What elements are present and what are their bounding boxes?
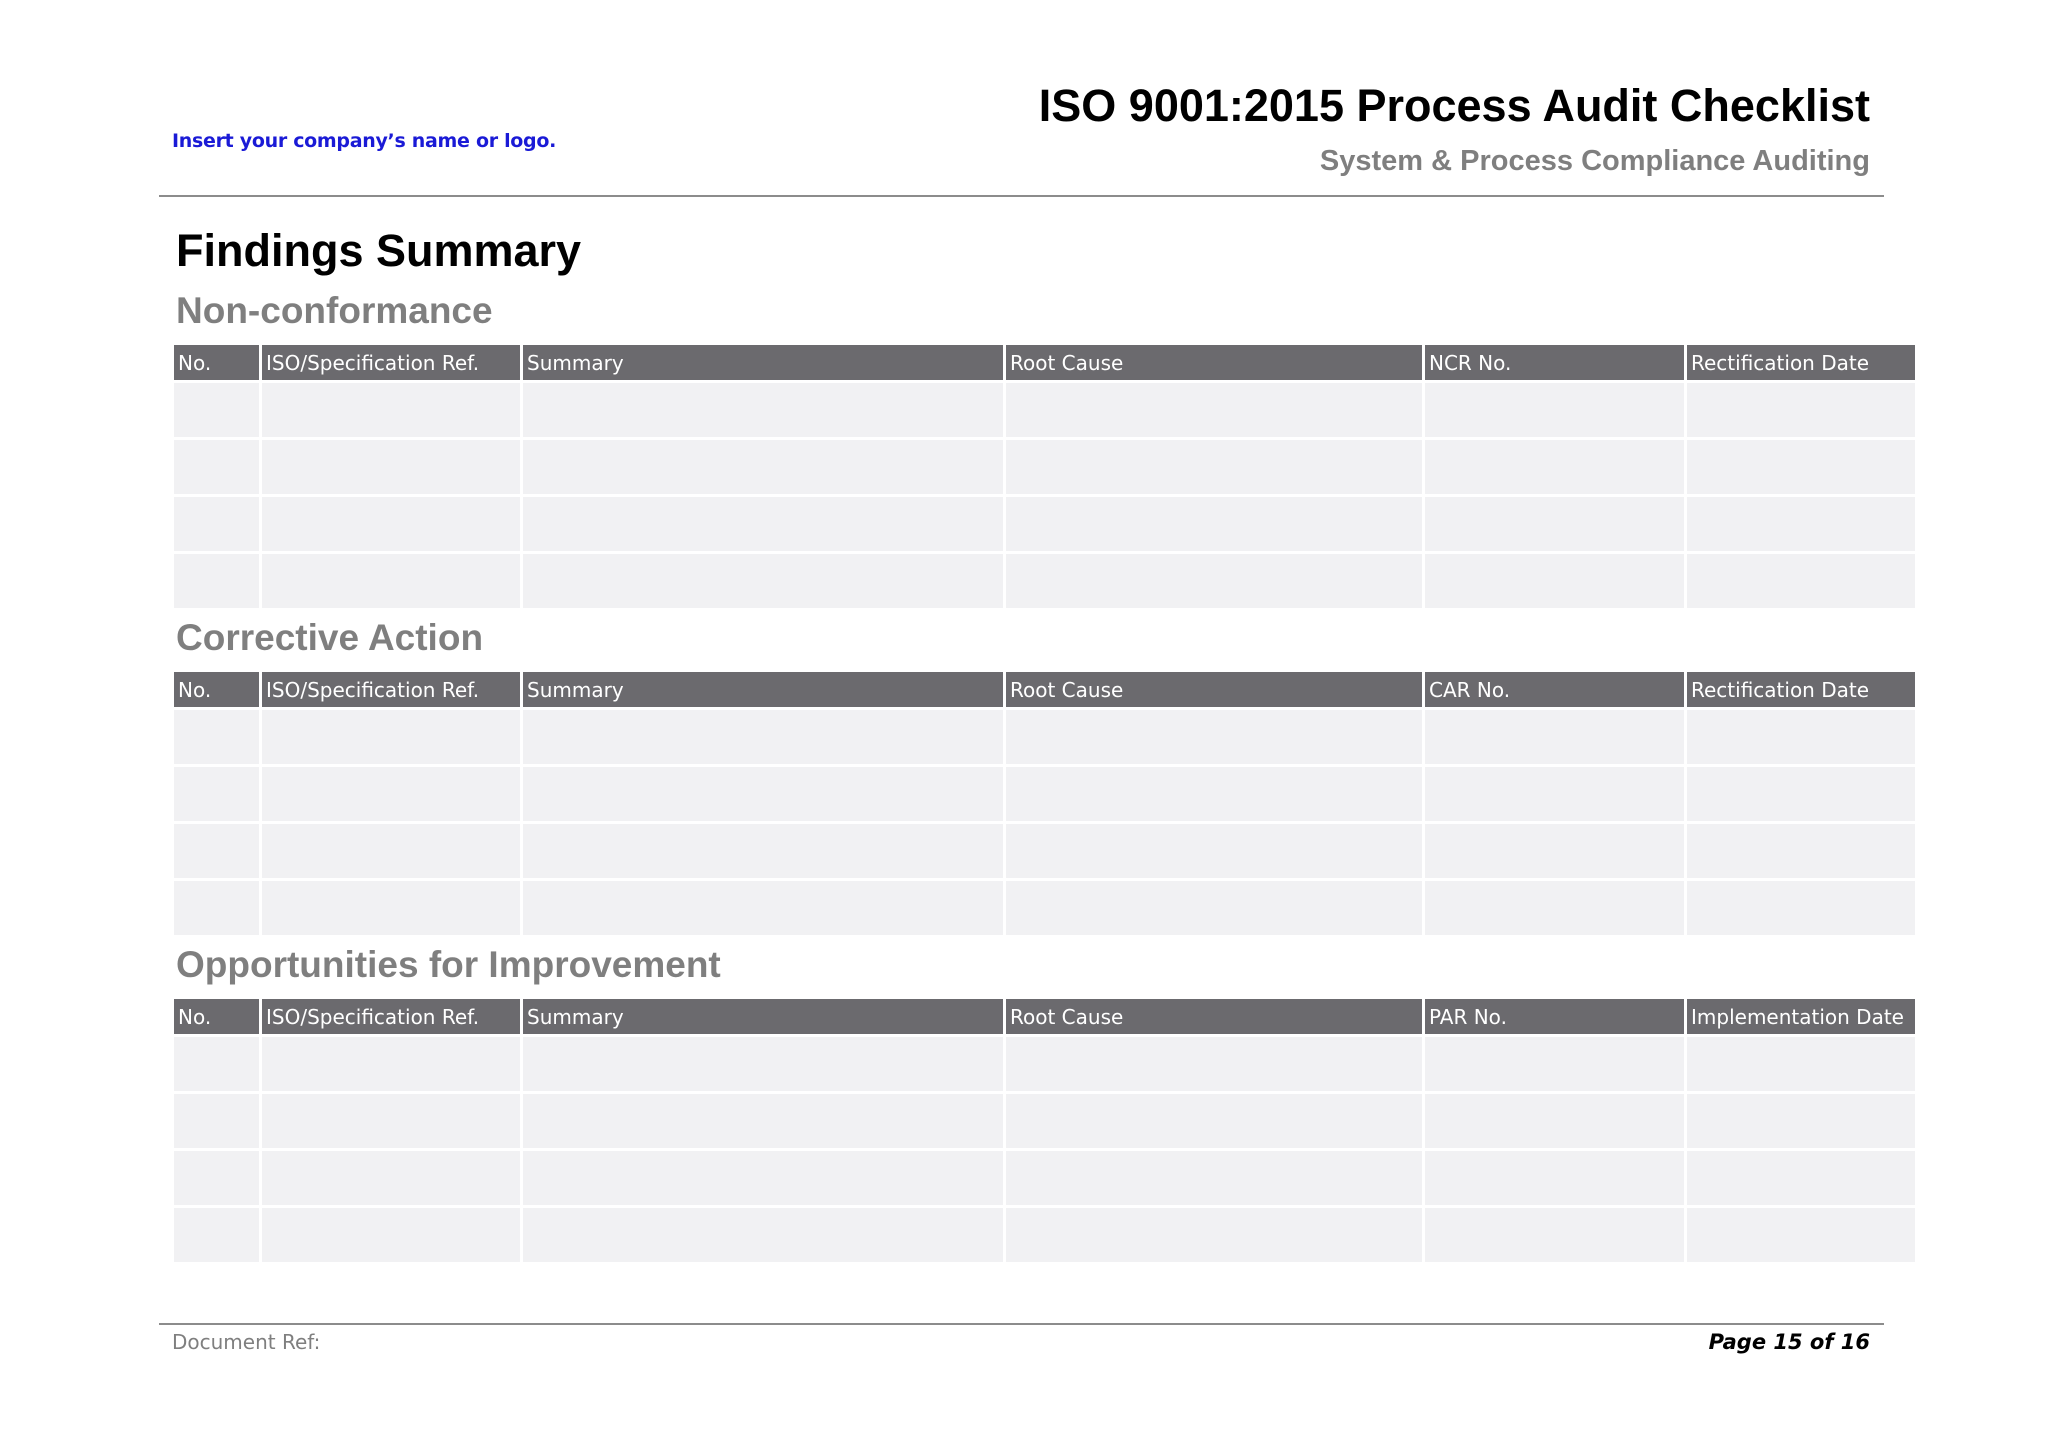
table-cell[interactable]: [1006, 497, 1422, 554]
table-cell[interactable]: [1425, 767, 1684, 824]
table-cell[interactable]: [523, 497, 1003, 554]
table-cell[interactable]: [1006, 1094, 1422, 1151]
corrective-action-table: [171, 672, 1918, 935]
column-header-implementation-date: Implementation Date: [1687, 999, 1915, 1037]
table-header-row: [174, 345, 1915, 383]
section-title-corrective-action: Corrective Action: [176, 617, 484, 658]
table-cell[interactable]: [523, 1037, 1003, 1094]
table-cell[interactable]: [1006, 440, 1422, 497]
column-header-summary: Summary: [523, 345, 1003, 383]
table-cell[interactable]: [174, 554, 259, 608]
table-cell[interactable]: [1006, 1151, 1422, 1208]
table-cell[interactable]: [523, 1208, 1003, 1262]
column-header-root-cause: Root Cause: [1006, 345, 1422, 383]
table-cell[interactable]: [1687, 383, 1915, 440]
table-cell[interactable]: [174, 824, 259, 881]
column-header-no: No.: [174, 672, 259, 710]
table-row: [174, 497, 1915, 554]
table-cell[interactable]: [174, 1151, 259, 1208]
table-cell[interactable]: [1006, 710, 1422, 767]
company-name-placeholder: Insert your company’s name or logo.: [172, 130, 557, 152]
table-cell[interactable]: [523, 1151, 1003, 1208]
document-ref-label: Document Ref:: [172, 1330, 321, 1354]
table-header-row: [174, 672, 1915, 710]
table-header-row: [174, 999, 1915, 1037]
table-cell[interactable]: [523, 710, 1003, 767]
column-header-iso-ref: ISO/Specification Ref.: [262, 999, 520, 1037]
column-header-no: No.: [174, 999, 259, 1037]
column-header-ncr-no: NCR No.: [1425, 345, 1684, 383]
non-conformance-table: [171, 345, 1918, 608]
page-title: Findings Summary: [176, 225, 582, 276]
column-header-summary: Summary: [523, 999, 1003, 1037]
column-header-root-cause: Root Cause: [1006, 999, 1422, 1037]
column-header-iso-ref: ISO/Specification Ref.: [262, 345, 520, 383]
table-cell[interactable]: [262, 710, 520, 767]
page-number: Page 15 of 16: [1708, 1330, 1870, 1354]
table-cell[interactable]: [174, 1037, 259, 1094]
table-cell[interactable]: [1687, 1037, 1915, 1094]
table-cell[interactable]: [1425, 1208, 1684, 1262]
table-row: [174, 824, 1915, 881]
table-cell[interactable]: [1425, 1037, 1684, 1094]
table-cell[interactable]: [1425, 710, 1684, 767]
table-cell[interactable]: [1425, 440, 1684, 497]
table-row: [174, 1037, 1915, 1094]
table-cell[interactable]: [523, 554, 1003, 608]
table-cell[interactable]: [174, 497, 259, 554]
document-subtitle: System & Process Compliance Auditing: [1319, 145, 1870, 177]
table-cell[interactable]: [174, 440, 259, 497]
table-cell[interactable]: [262, 767, 520, 824]
table-cell[interactable]: [1687, 824, 1915, 881]
table-cell[interactable]: [262, 824, 520, 881]
table-cell[interactable]: [1687, 1151, 1915, 1208]
column-header-par-no: PAR No.: [1425, 999, 1684, 1037]
table-cell[interactable]: [262, 554, 520, 608]
opportunities-table: [171, 999, 1918, 1262]
table-cell[interactable]: [1006, 1037, 1422, 1094]
table-cell[interactable]: [174, 710, 259, 767]
header-divider: [159, 195, 1884, 197]
table-cell[interactable]: [174, 1208, 259, 1262]
table-cell[interactable]: [523, 440, 1003, 497]
table-cell[interactable]: [1687, 710, 1915, 767]
table-cell[interactable]: [262, 497, 520, 554]
table-cell[interactable]: [1006, 383, 1422, 440]
table-cell[interactable]: [1687, 497, 1915, 554]
table-cell[interactable]: [1006, 1208, 1422, 1262]
table-cell[interactable]: [1425, 1151, 1684, 1208]
column-header-rectification-date: Rectification Date: [1687, 672, 1915, 710]
table-row: [174, 383, 1915, 440]
table-row: [174, 710, 1915, 767]
table-cell[interactable]: [1425, 881, 1684, 935]
table-cell[interactable]: [1006, 554, 1422, 608]
table-row: [174, 881, 1915, 935]
table-row: [174, 1208, 1915, 1262]
table-cell[interactable]: [262, 440, 520, 497]
table-cell[interactable]: [1425, 554, 1684, 608]
table-cell[interactable]: [523, 1094, 1003, 1151]
table-cell[interactable]: [1425, 1094, 1684, 1151]
table-cell[interactable]: [262, 383, 520, 440]
table-cell[interactable]: [523, 881, 1003, 935]
table-row: [174, 440, 1915, 497]
table-cell[interactable]: [174, 383, 259, 440]
column-header-no: No.: [174, 345, 259, 383]
table-cell[interactable]: [262, 1037, 520, 1094]
table-cell[interactable]: [1425, 497, 1684, 554]
table-cell[interactable]: [1006, 881, 1422, 935]
table-cell[interactable]: [1687, 1094, 1915, 1151]
table-cell[interactable]: [523, 767, 1003, 824]
section-title-non-conformance: Non-conformance: [176, 290, 493, 331]
table-cell[interactable]: [174, 881, 259, 935]
table-cell[interactable]: [1006, 767, 1422, 824]
column-header-root-cause: Root Cause: [1006, 672, 1422, 710]
table-cell[interactable]: [1425, 824, 1684, 881]
table-cell[interactable]: [1687, 554, 1915, 608]
table-cell[interactable]: [1687, 1208, 1915, 1262]
column-header-rectification-date: Rectification Date: [1687, 345, 1915, 383]
table-cell[interactable]: [262, 1208, 520, 1262]
column-header-summary: Summary: [523, 672, 1003, 710]
table-row: [174, 1151, 1915, 1208]
column-header-iso-ref: ISO/Specification Ref.: [262, 672, 520, 710]
document-title: ISO 9001:2015 Process Audit Checklist: [1038, 80, 1870, 131]
table-row: [174, 554, 1915, 608]
footer-divider: [159, 1323, 1884, 1325]
table-cell[interactable]: [1006, 824, 1422, 881]
column-header-car-no: CAR No.: [1425, 672, 1684, 710]
table-cell[interactable]: [1425, 383, 1684, 440]
section-title-opportunities-for-improvement: Opportunities for Improvement: [176, 944, 721, 985]
table-cell[interactable]: [1687, 440, 1915, 497]
table-row: [174, 1094, 1915, 1151]
table-cell[interactable]: [262, 1151, 520, 1208]
table-cell[interactable]: [174, 767, 259, 824]
table-cell[interactable]: [262, 1094, 520, 1151]
table-cell[interactable]: [262, 881, 520, 935]
table-cell[interactable]: [1687, 767, 1915, 824]
table-cell[interactable]: [174, 1094, 259, 1151]
table-cell[interactable]: [523, 383, 1003, 440]
table-cell[interactable]: [1687, 881, 1915, 935]
table-row: [174, 767, 1915, 824]
table-cell[interactable]: [523, 824, 1003, 881]
